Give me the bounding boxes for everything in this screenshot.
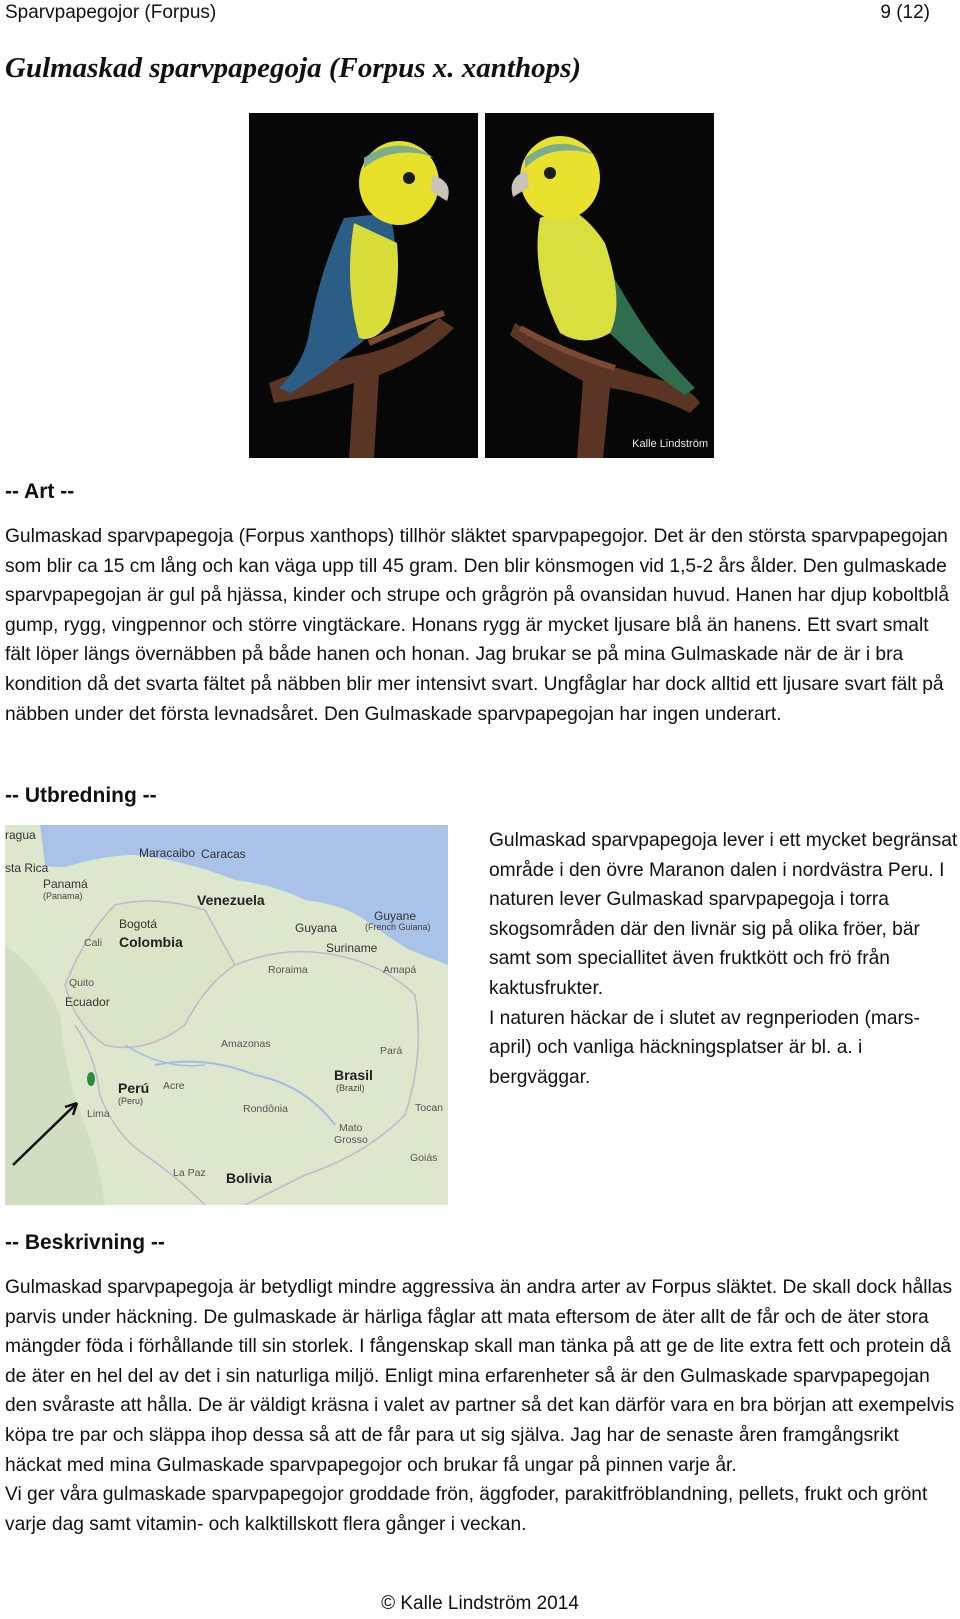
map-label-rondonia: Rondônia bbox=[243, 1103, 288, 1115]
map-label-mato: Mato bbox=[339, 1122, 363, 1134]
map-label-amapa: Amapá bbox=[383, 964, 417, 976]
map-label-tocan: Tocan bbox=[415, 1102, 444, 1114]
section-heading-art: -- Art -- bbox=[5, 480, 75, 503]
map-label-grosso: Grosso bbox=[334, 1134, 368, 1146]
map-label-suriname: Suriname bbox=[326, 941, 378, 955]
parrot-illustration-right bbox=[485, 113, 714, 458]
map-label-guyana: Guyana bbox=[295, 921, 338, 935]
map-label-ecuador: Ecuador bbox=[65, 995, 110, 1009]
beskrivning-paragraph-1: Gulmaskad sparvpapegoja är betydligt mindre aggressiva än andra arter av Forpus släktet. De skall dock hållas parvis under häckning. De gulmaskade är härliga fåglar att mata eftersom de äter allt de får och de äter stora mängder föda i förhållande till sin storlek. I fångenskap skall man tänka på att ge de lite extra fett och protein då de äter en hel del av det i sin naturliga miljö. Enligt mina erfarenheter så är den Gulmaskade sparvpapegojan den svåraste att hålla. De är väldigt kräsna i valet av partner så det kan därför vara en bra början att exempelvis köpa tre par och släppa ihop dessa så att de får para ut sig själva. Jag har de senaste åren framgångsrikt häckat med mina Gulmaskade sparvpapegojor och brukar få ungar på pinnen varje år. bbox=[5, 1277, 955, 1476]
map-label-guyane: Guyane bbox=[374, 909, 417, 923]
map-label-panama: Panamá bbox=[43, 877, 88, 891]
section-heading-beskrivning: -- Beskrivning -- bbox=[5, 1231, 165, 1254]
map-label-sta-rica: sta Rica bbox=[5, 861, 49, 875]
map-label-roraima: Roraima bbox=[268, 964, 308, 976]
utbredning-paragraph-1: Gulmaskad sparvpapegoja lever i ett mycket begränsat område i den övre Maranon dalen i nordvästra Peru. I naturen lever Gulmaskad sparvpapegoja i torra skogsområden där den livnär sig på olika fröer, bär samt som speciallitet även fruktkött och frö från kaktusfrukter. bbox=[489, 830, 958, 999]
photo-parrot-right bbox=[485, 113, 714, 458]
map-label-maracaibo: Maracaibo bbox=[139, 846, 196, 860]
section-text-beskrivning bbox=[5, 1273, 955, 1539]
map-label-bogota: Bogotá bbox=[119, 917, 158, 931]
range-marker bbox=[87, 1072, 95, 1086]
map-label-venezuela: Venezuela bbox=[197, 892, 265, 908]
map-label-brasil: Brasil bbox=[334, 1067, 373, 1083]
map-label-quito: Quito bbox=[69, 977, 95, 989]
section-text-utbredning bbox=[489, 826, 959, 1092]
parrot-illustration-left bbox=[249, 113, 478, 458]
parrot-photos bbox=[249, 113, 715, 458]
map-label-panama-sub: (Panama) bbox=[43, 891, 83, 901]
section-heading-utbredning: -- Utbredning -- bbox=[5, 784, 157, 807]
section-text-art bbox=[5, 522, 955, 729]
map-label-amazonas: Amazonas bbox=[221, 1038, 271, 1050]
beskrivning-paragraph-2: Vi ger våra gulmaskade sparvpapegojor groddade frön, äggfoder, parakitfröblandning, pellets, frukt och grönt varje dag samt vitamin- och kalktillskott flera gånger i veckan. bbox=[5, 1484, 928, 1535]
map-label-caracas: Caracas bbox=[201, 847, 246, 861]
map-label-peru: Perú bbox=[118, 1080, 150, 1096]
art-paragraph: Gulmaskad sparvpapegoja (Forpus xanthops) tillhör släktet sparvpapegojor. Det är den största sparvpapegojan som blir ca 15 cm lång och kan väga upp till 45 gram. Den blir könsmogen vid 1,5-2 års ålder. Den gulmaskade sparvpapegojan är gul på hjässa, kinder och strupe och grågrön på ovansidan huvud. Hanen har djup koboltblå gump, rygg, vingpennor och större vingtäckare. Honans rygg är mycket ljusare blå än hanens. Ett svart smalt fält löper längs övernäbben på både hanen och honan. Jag brukar se på mina Gulmaskade när de är i bra kondition då det svarta fältet på näbben blir mer intensivt svart. Ungfåglar har dock alltid ett ljusare svart fält på näbben under det första levnadsåret. Den Gulmaskade sparvpapegojan har ingen underart. bbox=[5, 526, 950, 725]
utbredning-paragraph-2: I naturen häckar de i slutet av regnperioden (mars-april) och vanliga häckningsplatser är bl. a. i bergväggar. bbox=[489, 1007, 920, 1088]
photo-credit: Kalle Lindström bbox=[632, 438, 708, 450]
distribution-map bbox=[5, 825, 448, 1205]
map-label-brasil-sub: (Brazil) bbox=[336, 1083, 365, 1093]
map-label-para: Pará bbox=[380, 1045, 403, 1057]
photo-parrot-left bbox=[249, 113, 478, 458]
map-label-guyane-sub: (French Guiana) bbox=[365, 922, 431, 932]
map-label-cali: Cali bbox=[84, 937, 103, 949]
map-label-bolivia: Bolivia bbox=[226, 1170, 272, 1186]
map-label-lima: Lima bbox=[87, 1108, 110, 1120]
map-label-colombia: Colombia bbox=[119, 934, 183, 950]
map-label-acre: Acre bbox=[163, 1080, 185, 1092]
page-title: Gulmaskad sparvpapegoja (Forpus x. xanthops) bbox=[5, 52, 582, 84]
running-header-title: Sparvpapegojor (Forpus) bbox=[5, 2, 217, 23]
map-label-ragua: ragua bbox=[5, 828, 36, 842]
page-number: 9 (12) bbox=[880, 2, 930, 23]
map-label-la-paz: La Paz bbox=[173, 1167, 206, 1179]
footer-copyright: © Kalle Lindström 2014 bbox=[381, 1593, 579, 1614]
map-label-peru-sub: (Peru) bbox=[118, 1096, 144, 1106]
map-label-goias: Goiás bbox=[410, 1152, 438, 1164]
